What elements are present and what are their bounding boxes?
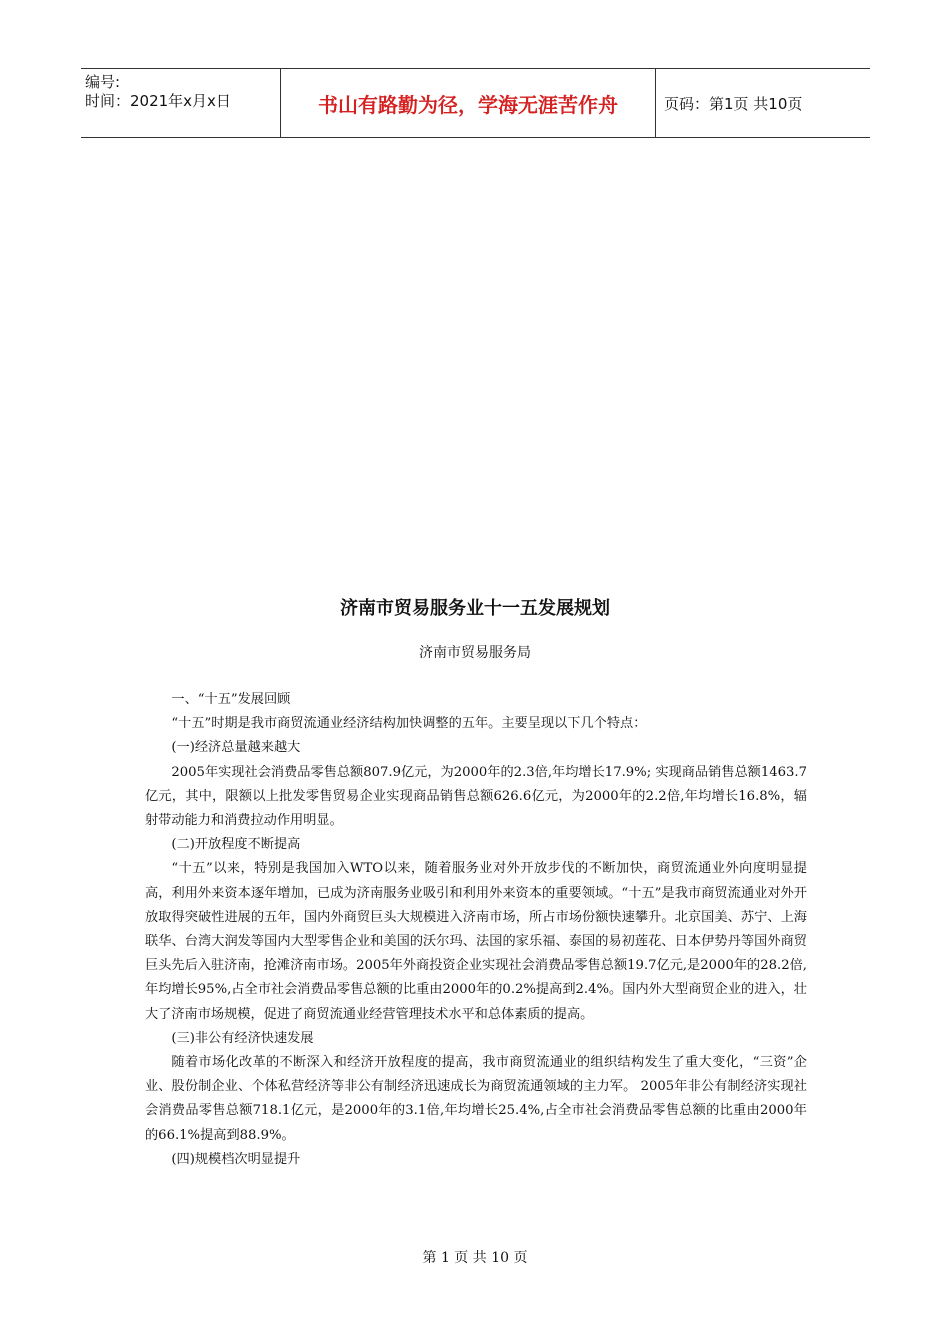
document-author: 济南市贸易服务局 — [419, 645, 531, 661]
header-page-info: 页码：第1页 共10页 — [664, 94, 803, 113]
header-motto: 书山有路勤为径，学海无涯苦作舟 — [281, 69, 656, 137]
page-header — [81, 68, 870, 138]
paragraph: 随着市场化改革的不断深入和经济开放程度的提高，我市商贸流通业的组织结构发生了重大变化，“三资”企业、股份制企业、个体私营经济等非公有制经济迅速成长为商贸流通领域的主力军。 2005年非公有制经济实现社会消费品零售总额718.1亿元，是2000年的3.1倍,年均增长25.4%,占全市社会消费品零售总额的比重由2000年的66.1%提高到88.9%。 — [145, 1055, 807, 1143]
paragraph: 2005年实现社会消费品零售总额807.9亿元，为2000年的2.3倍,年均增长17.9%; 实现商品销售总额1463.7亿元，其中，限额以上批发零售贸易企业实现商品销售总额626.6亿元，为2000年的2.2倍,年均增长16.8%，辐射带动能力和消费拉动作用明显。 — [145, 764, 807, 829]
subsection-heading: (一)经济总量越来越大 — [171, 740, 301, 756]
document-title: 济南市贸易服务业十一五发展规划 — [340, 598, 610, 619]
document-number: 编号: — [85, 73, 121, 91]
document-body — [145, 688, 807, 1172]
subsection-heading: (三)非公有经济快速发展 — [171, 1030, 314, 1046]
header-meta — [81, 69, 281, 137]
paragraph: “十五”时期是我市商贸流通业经济结构加快调整的五年。主要呈现以下几个特点： — [171, 716, 647, 732]
subsection-heading: (四)规模档次明显提升 — [171, 1151, 301, 1167]
document-time: 时间：2021年x月x日 — [85, 92, 231, 110]
page-footer: 第 1 页 共 10 页 — [422, 1250, 528, 1266]
subsection-heading: (二)开放程度不断提高 — [171, 837, 301, 853]
section-heading: 一、“十五”发展回顾 — [171, 692, 291, 707]
paragraph: “十五”以来，特别是我国加入WTO以来，随着服务业对外开放步伐的不断加快，商贸流通业外向度明显提高，利用外来资本逐年增加，已成为济南服务业吸引和利用外来资本的重要领域。“十五”是我市商贸流通业对外开放取得突破性进展的五年，国内外商贸巨头大规模进入济南市场，所占市场份额快速攀升。北京国美、苏宁、上海联华、台湾大润发等国内大型零售企业和美国的沃尔玛、法国的家乐福、泰国的易初莲花、日本伊势丹等国外商贸巨头先后入驻济南，抢滩济南市场。2005年外商投资企业实现社会消费品零售总额19.7亿元,是2000年的28.2倍,年均增长95%,占全市社会消费品零售总额的比重由2000年的0.2%提高到2.4%。国内外大型商贸企业的进入，壮大了济南市场规模，促进了商贸流通业经营管理技术水平和总体素质的提高。 — [145, 861, 807, 1022]
